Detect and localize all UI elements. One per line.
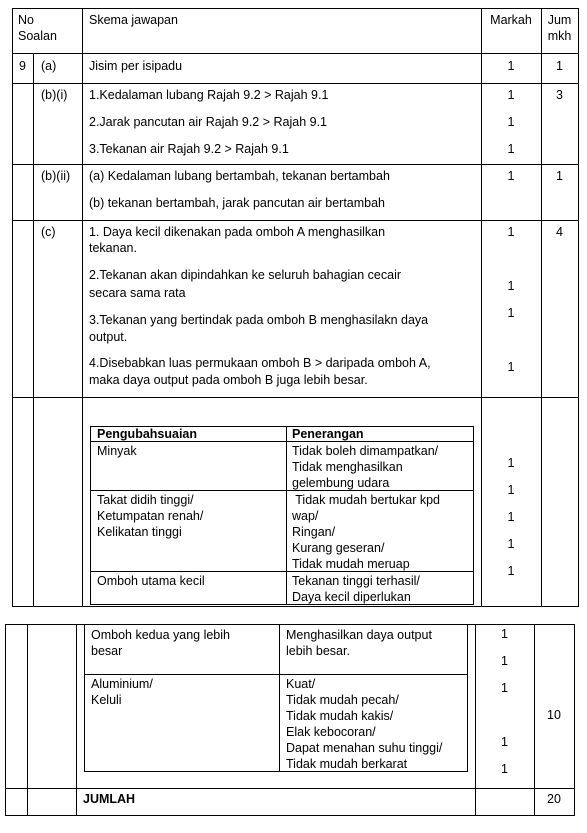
answer-text: 2.Jarak pancutan air Rajah 9.2 > Rajah 9.1	[89, 115, 328, 129]
column-divider	[76, 624, 77, 816]
part-label-bi: (b)(i)	[41, 88, 68, 102]
inner-cell: Kurang geseran/	[292, 541, 385, 555]
answer-text: 2.Tekanan akan dipindahkan ke seluruh bahagian cecair	[89, 268, 402, 282]
table-border	[5, 624, 6, 816]
inner-cell: Tidak mudah pecah/	[286, 693, 399, 707]
part-label-a: (a)	[41, 59, 57, 73]
answer-text: (a) Kedalaman lubang bertambah, tekanan bertambah	[89, 169, 390, 183]
jum-value: 3	[556, 88, 563, 102]
markah-value: 1	[507, 456, 515, 470]
inner-cell: Dapat menahan suhu tinggi/	[286, 741, 443, 755]
inner-cell: Aluminium/	[91, 677, 153, 691]
inner-cell: Elak kebocoran/	[286, 725, 376, 739]
inner-cell: besar	[91, 644, 123, 658]
markah-value: 1	[507, 88, 515, 102]
inner-cell: Ringan/	[292, 525, 336, 539]
markah-value: 1	[507, 510, 515, 524]
markah-value: 1	[501, 681, 508, 695]
row-divider	[12, 53, 579, 54]
row-divider	[12, 220, 579, 221]
markah-value: 1	[501, 627, 508, 641]
part-label-c: (c)	[41, 225, 56, 239]
answer-text: secara sama rata	[89, 286, 186, 300]
answer-text: 1.Kedalaman lubang Rajah 9.2 > Rajah 9.1	[89, 88, 329, 102]
inner-cell: Kuat/	[286, 677, 316, 691]
part-label-bii: (b)(ii)	[41, 169, 71, 183]
markah-value: 1	[507, 564, 515, 578]
row-divider	[5, 788, 575, 789]
header-soalan: Soalan	[18, 29, 57, 43]
column-divider	[82, 8, 83, 607]
inner-col-divider	[467, 624, 468, 772]
inner-col-divider	[84, 624, 85, 772]
markah-value: 1	[507, 169, 515, 183]
answer-text: 3.Tekanan air Rajah 9.2 > Rajah 9.1	[89, 142, 289, 156]
row-divider	[12, 83, 579, 84]
inner-col-divider	[279, 624, 280, 772]
inner-cell: Tidak mudah kakis/	[286, 709, 394, 723]
inner-row-divider	[90, 604, 474, 605]
inner-cell: Tidak mudah meruap	[292, 557, 410, 571]
inner-col-divider	[473, 426, 474, 605]
header-no: No	[18, 13, 34, 27]
markah-value: 1	[501, 762, 508, 776]
markah-value: 1	[501, 654, 508, 668]
answer-text: Jisim per isipadu	[89, 59, 183, 73]
inner-row-divider	[84, 674, 468, 675]
markah-value: 1	[507, 279, 515, 293]
row-divider	[12, 397, 579, 398]
row-divider	[12, 606, 579, 607]
inner-cell: Tidak boleh dimampatkan/	[292, 444, 439, 458]
inner-cell: Takat didih tinggi/	[97, 493, 194, 507]
inner-cell: Tidak mudah berkarat	[286, 757, 408, 771]
inner-cell: gelembung udara	[292, 476, 390, 490]
jum-value: 4	[556, 225, 563, 239]
inner-cell: Ketumpatan renah/	[97, 509, 204, 523]
markah-value: 1	[501, 735, 508, 749]
jumlah-value: 20	[547, 792, 561, 806]
markah-value: 1	[507, 306, 515, 320]
column-divider	[33, 53, 34, 607]
table-border	[578, 8, 579, 607]
header-skema: Skema jawapan	[89, 13, 178, 27]
markah-value: 1	[507, 59, 515, 73]
inner-cell: Omboh utama kecil	[97, 574, 205, 588]
markah-value: 1	[507, 537, 515, 551]
header-jum: Jum	[547, 13, 572, 27]
column-divider	[27, 624, 28, 816]
inner-cell: Menghasilkan daya output	[286, 628, 432, 642]
inner-cell: Tidak mudah bertukar kpd	[292, 493, 440, 507]
inner-cell: wap/	[292, 509, 319, 523]
jum-value: 10	[547, 708, 561, 722]
answer-text: output.	[89, 330, 128, 344]
inner-header-pengubahsuaian: Pengubahsuaian	[97, 427, 198, 441]
answer-text: 3.Tekanan yang bertindak pada omboh B menghasilakn daya	[89, 313, 429, 327]
row-divider	[12, 8, 579, 9]
question-number: 9	[19, 59, 26, 73]
answer-text: (b) tekanan bertambah, jarak pancutan air bertambah	[89, 196, 386, 210]
markah-value: 1	[507, 360, 515, 374]
markah-value: 1	[507, 225, 515, 239]
inner-row-divider	[90, 571, 474, 572]
inner-col-divider	[286, 426, 287, 605]
answer-text: 4.Disebabkan luas permukaan omboh B > daripada omboh A,	[89, 356, 431, 370]
inner-cell: lebih besar.	[286, 644, 350, 658]
inner-cell: Daya kecil diperlukan	[292, 590, 411, 604]
inner-cell: Tekanan tinggi terhasil/	[292, 574, 420, 588]
answer-text: tekanan.	[89, 241, 137, 255]
inner-cell: Keluli	[91, 693, 122, 707]
header-markah: Markah	[490, 13, 532, 27]
inner-cell: Tidak menghasilkan	[292, 460, 403, 474]
row-divider	[12, 164, 579, 165]
inner-row-divider	[90, 490, 474, 491]
markah-value: 1	[507, 115, 515, 129]
header-mkh: mkh	[547, 29, 572, 43]
inner-cell: Minyak	[97, 444, 137, 458]
answer-text: 1. Daya kecil dikenakan pada omboh A menghasilkan	[89, 225, 386, 239]
inner-cell: Kelikatan tinggi	[97, 525, 182, 539]
row-divider	[5, 815, 575, 816]
markah-value: 1	[507, 483, 515, 497]
answer-text: maka daya output pada omboh B juga lebih besar.	[89, 373, 368, 387]
markah-value: 1	[507, 142, 515, 156]
jum-value: 1	[556, 59, 563, 73]
table-border	[574, 624, 575, 816]
jum-value: 1	[556, 169, 563, 183]
table-border	[12, 8, 13, 607]
inner-col-divider	[90, 426, 91, 605]
inner-row-divider	[84, 624, 468, 625]
inner-cell: Omboh kedua yang lebih	[91, 628, 230, 642]
inner-row-divider	[84, 771, 468, 772]
jumlah-label: JUMLAH	[83, 792, 136, 806]
inner-header-penerangan: Penerangan	[292, 427, 364, 441]
